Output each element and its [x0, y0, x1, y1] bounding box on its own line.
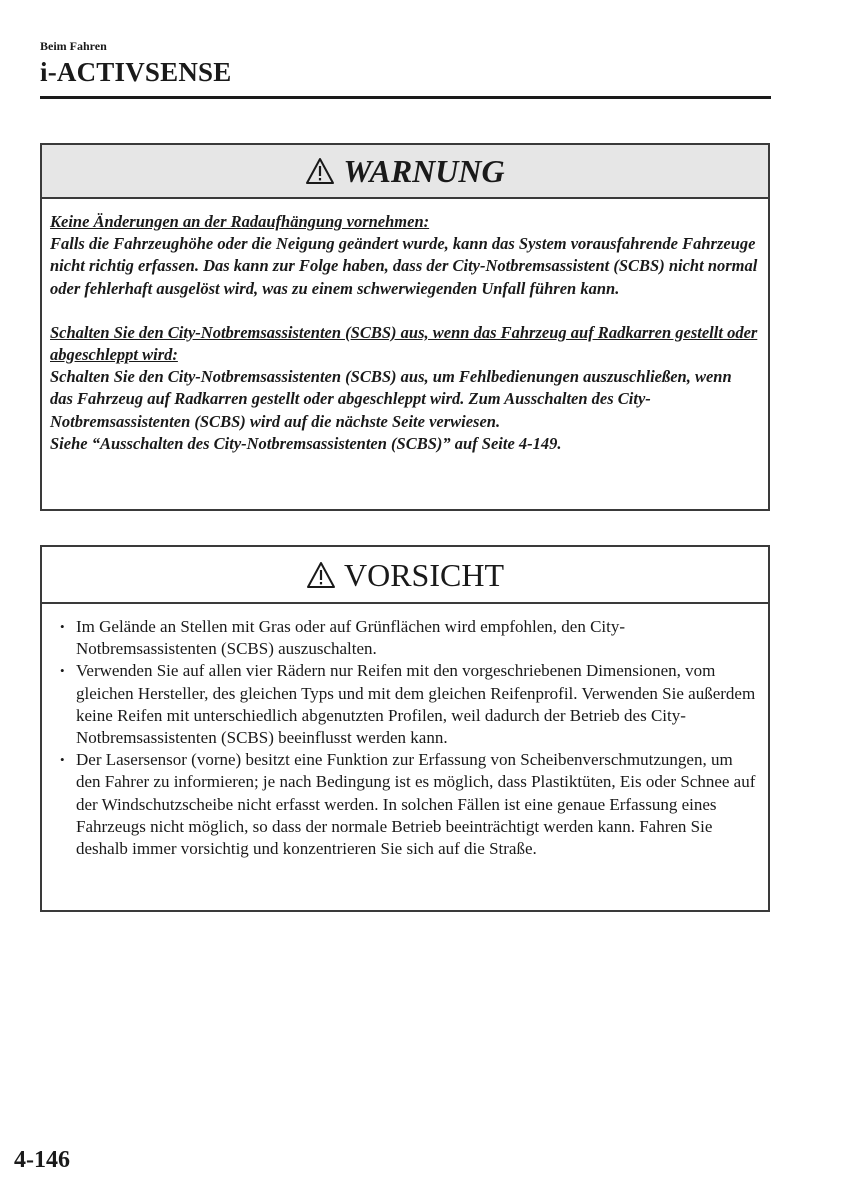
caution-list-item: • Verwenden Sie auf allen vier Rädern nur Reifen mit den vorgeschriebenen Dimensionen, vom gleichen Hersteller, des gleichen Typs und mit dem gleichen Reifenprofil. Verwenden Sie außerdem keine Reifen mit unterschiedlich abgenutzten Profilen, weil dadurch der Betrieb des City-Notbremsassistenten (SCBS) beeinflusst werden kann. [58, 660, 758, 749]
page-header [40, 38, 770, 88]
warning-paragraph [50, 322, 758, 455]
title-divider [40, 96, 771, 99]
caution-header [42, 547, 768, 604]
warning-page-reference: Siehe “Ausschalten des City-Notbremsassistenten (SCBS)” auf Seite 4-149. [50, 433, 562, 453]
warning-paragraph-text: Schalten Sie den City-Notbremsassistenten (SCBS) aus, um Fehlbedienungen auszuschließen, wenn das Fahrzeug auf Radkarren gestellt oder abgeschleppt wird. Zum Ausschalten des City-Notbremsassistenten (SCBS) wird auf die nächste Seite verwiesen. [50, 367, 732, 431]
warning-paragraph-text: Falls die Fahrzeughöhe oder die Neigung geändert wurde, kann das System vorausfahrende Fahrzeuge nicht richtig erfassen. Das kann zur Folge haben, dass der City-Notbremsassistent (SCBS) nicht normal oder fehlerhaft ausgelöst wird, was zu einem schwerwiegenden Unfall führen kann. [50, 234, 758, 298]
section-label: Beim Fahren [40, 39, 107, 53]
caution-title: VORSICHT [343, 556, 504, 593]
caution-list-item: • Im Gelände an Stellen mit Gras oder auf Grünflächen wird empfohlen, den City-Notbremsassistenten (SCBS) auszuschalten. [58, 616, 758, 660]
warning-box [40, 143, 770, 511]
page-number: 4-146 [14, 1147, 70, 1173]
warning-paragraph-heading: Keine Änderungen an der Radaufhängung vornehmen: [50, 212, 430, 231]
page-title: i-ACTIVSENSE [40, 57, 232, 87]
warning-body [42, 199, 768, 455]
warning-triangle-icon [305, 157, 335, 185]
caution-list-item: • Der Lasersensor (vorne) besitzt eine Funktion zur Erfassung von Scheibenverschmutzungen, um den Fahrer zu informieren; je nach Bedingung ist es möglich, dass Plastiktüten, Eis oder Schnee auf der Windschutzscheibe nicht erfasst werden. In solchen Fällen ist eine genaue Erfassung eines Fahrzeugs nicht möglich, so dass der normale Betrieb beeinträchtigt werden kann. Fahren Sie deshalb immer vorsichtig und konzentrieren Sie sich auf die Straße. [58, 749, 758, 860]
warning-paragraph-heading: Schalten Sie den City-Notbremsassistenten (SCBS) aus, wenn das Fahrzeug auf Radkarren gestellt oder abgeschleppt wird: [50, 322, 758, 365]
warning-title: WARNUNG [343, 153, 505, 189]
warning-paragraph [50, 211, 758, 300]
caution-list [58, 616, 758, 860]
caution-box [40, 545, 770, 912]
warning-header [42, 145, 768, 199]
caution-body [42, 604, 768, 860]
warning-triangle-icon [306, 561, 336, 589]
